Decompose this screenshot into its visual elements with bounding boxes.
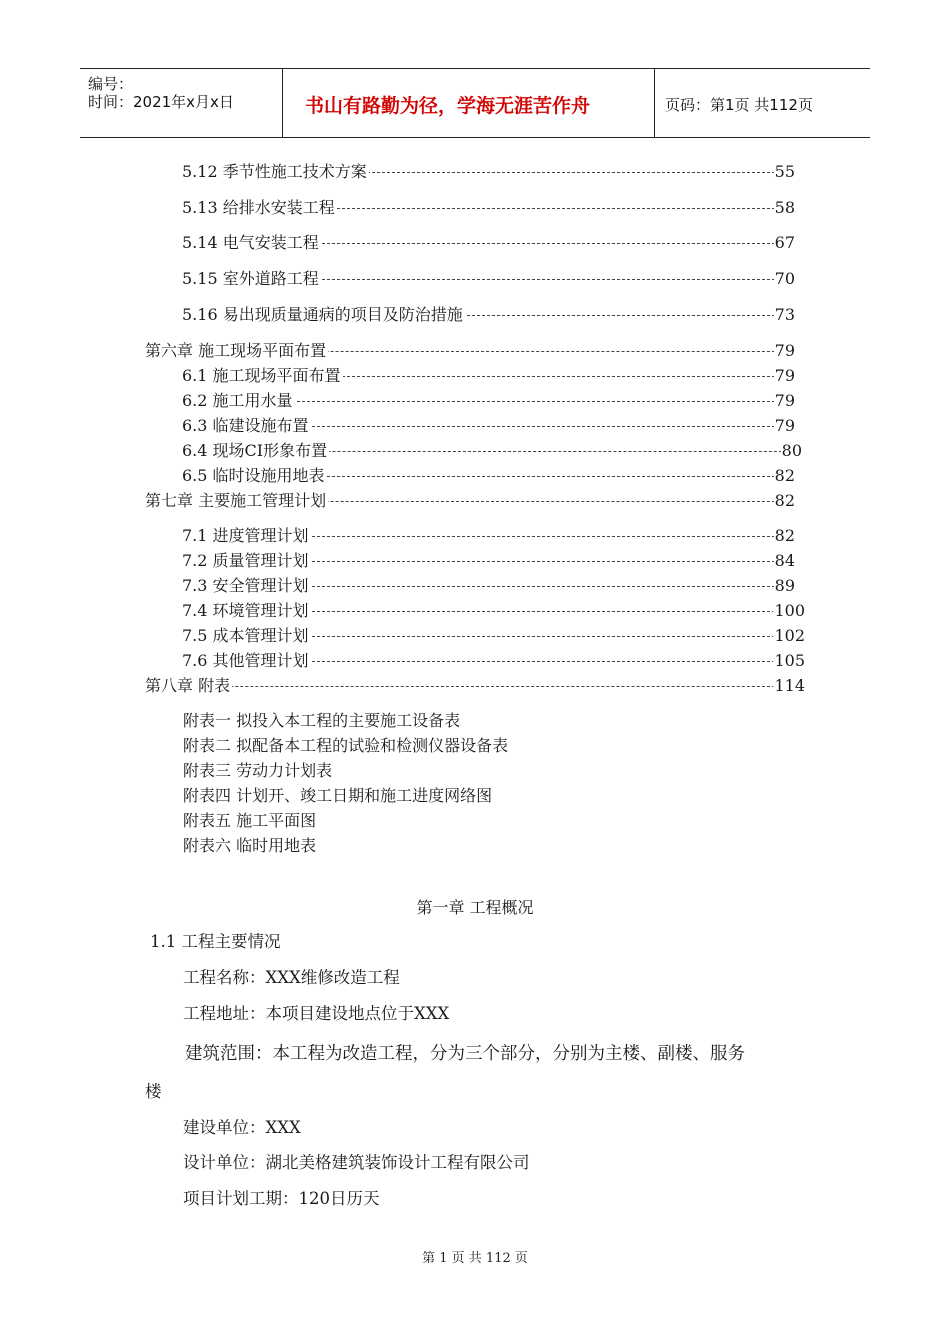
toc-entry [182, 161, 795, 183]
toc-page: 80 [781, 441, 802, 460]
header-motto-cell [283, 69, 655, 137]
toc-page: 102 [774, 626, 805, 645]
toc-entry [145, 340, 795, 362]
toc-label: 7.5 成本管理计划 [182, 626, 309, 645]
appendix-item: 附表一 拟投入本工程的主要施工设备表 [183, 711, 461, 730]
toc-page: 79 [774, 341, 795, 360]
project-name: 工程名称：XXX维修改造工程 [183, 968, 400, 987]
project-address: 工程地址：本项目建设地点位于XXX [183, 1004, 450, 1023]
toc-entry [182, 304, 795, 326]
section-heading: 1.1 工程主要情况 [150, 932, 281, 951]
toc-entry [182, 650, 805, 672]
toc-page: 82 [774, 491, 795, 510]
toc-label: 5.13 给排水安装工程 [182, 198, 335, 217]
toc-label: 7.3 安全管理计划 [182, 576, 309, 595]
toc-page: 79 [774, 366, 795, 385]
toc-entry [182, 600, 805, 622]
toc-page: 55 [774, 162, 795, 181]
toc-label: 5.16 易出现质量通病的项目及防治措施 [182, 305, 463, 324]
toc-page: 82 [774, 466, 795, 485]
chapter-title: 第一章 工程概况 [416, 898, 534, 917]
toc-entry [182, 575, 795, 597]
toc-label: 6.1 施工现场平面布置 [182, 366, 341, 385]
toc-label: 5.15 室外道路工程 [182, 269, 319, 288]
toc-page: 82 [774, 526, 795, 545]
toc-page: 84 [774, 551, 795, 570]
owner-unit: 建设单位：XXX [183, 1118, 301, 1137]
appendix-item: 附表二 拟配备本工程的试验和检测仪器设备表 [183, 736, 509, 755]
time-label: 时间：2021年x月x日 [88, 93, 234, 111]
toc-label: 6.3 临建设施布置 [182, 416, 309, 435]
toc-label: 7.6 其他管理计划 [182, 651, 309, 670]
toc-label: 5.12 季节性施工技术方案 [182, 162, 367, 181]
toc-entry [182, 440, 802, 462]
toc-entry [145, 490, 795, 512]
toc-page: 105 [774, 651, 805, 670]
appendix-item: 附表六 临时用地表 [183, 836, 317, 855]
toc-entry [182, 415, 795, 437]
appendix-item: 附表五 施工平面图 [183, 811, 317, 830]
toc-page: 114 [774, 676, 805, 695]
toc-page: 67 [774, 233, 795, 252]
scope-line-1: 建筑范围：本工程为改造工程，分为三个部分，分别为主楼、副楼、服务 [185, 1044, 745, 1064]
page-footer: 第 1 页 共 112 页 [422, 1251, 528, 1266]
toc-page: 73 [774, 305, 795, 324]
motto: 书山有路勤为径，学海无涯苦作舟 [305, 95, 591, 117]
toc-label: 6.4 现场CI形象布置 [182, 441, 328, 460]
design-unit: 设计单位：湖北美格建筑装饰设计工程有限公司 [183, 1153, 530, 1172]
toc-entry [145, 675, 805, 697]
toc-page: 79 [774, 391, 795, 410]
toc-page: 79 [774, 416, 795, 435]
toc-page: 70 [774, 269, 795, 288]
header-info-cell [80, 69, 283, 137]
toc-entry [182, 465, 795, 487]
toc-label: 5.14 电气安装工程 [182, 233, 319, 252]
toc-label: 7.2 质量管理计划 [182, 551, 309, 570]
project-duration: 项目计划工期：120日历天 [183, 1189, 380, 1208]
toc-entry [182, 525, 795, 547]
toc-label: 6.5 临时设施用地表 [182, 466, 325, 485]
appendix-item: 附表三 劳动力计划表 [183, 761, 333, 780]
toc-page: 89 [774, 576, 795, 595]
header-page-cell [655, 69, 870, 137]
toc-entry [182, 232, 795, 254]
toc-entry [182, 550, 795, 572]
toc-entry [182, 197, 795, 219]
toc-label: 第八章 附表 [145, 676, 231, 695]
toc-page: 58 [774, 198, 795, 217]
toc-page: 100 [774, 601, 805, 620]
toc-label: 7.4 环境管理计划 [182, 601, 309, 620]
toc-label: 7.1 进度管理计划 [182, 526, 309, 545]
scope-line-2: 楼 [145, 1082, 162, 1101]
toc-label: 第七章 主要施工管理计划 [145, 491, 327, 510]
toc-label: 第六章 施工现场平面布置 [145, 341, 327, 360]
toc-entry [182, 625, 805, 647]
toc-entry [182, 365, 795, 387]
page-header [80, 68, 870, 138]
toc-entry [182, 268, 795, 290]
toc-label: 6.2 施工用水量 [182, 391, 293, 410]
serial-label: 编号： [88, 75, 134, 93]
appendix-item: 附表四 计划开、竣工日期和施工进度网络图 [183, 786, 493, 805]
toc-entry [182, 390, 795, 412]
page-info: 页码：第1页 共112页 [665, 96, 813, 114]
